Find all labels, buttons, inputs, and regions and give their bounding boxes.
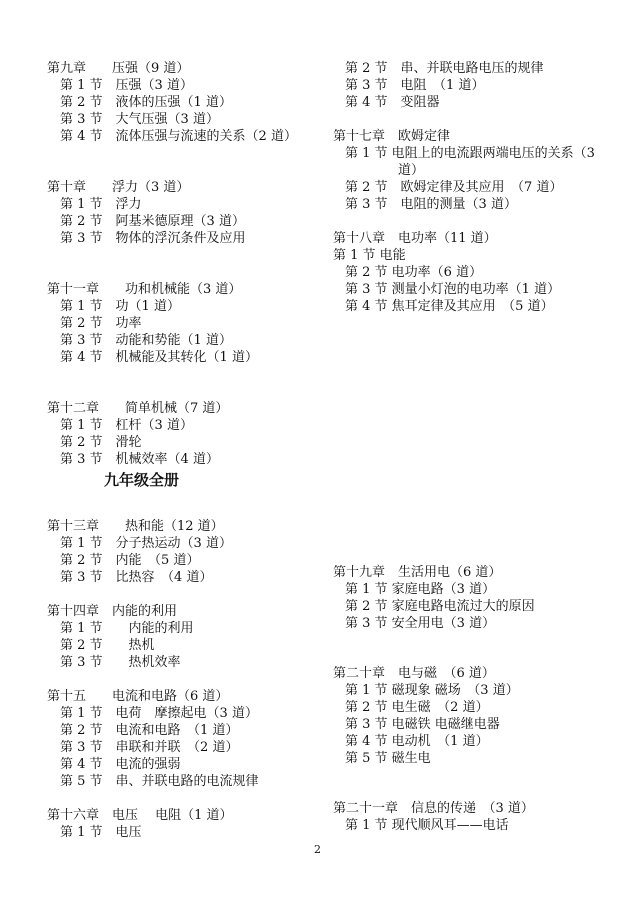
section-item: 第 2 节 家庭电路电流过大的原因 (345, 599, 535, 614)
chapter-heading: 第十七章 欧姆定律 (333, 129, 451, 144)
section-item: 第 3 节 大气压强（3 道） (60, 112, 219, 127)
section-item: 第 1 节 电阻上的电流跟两端电压的关系（3 (345, 146, 595, 161)
grade-section-title: 九年级全册 (104, 471, 180, 489)
section-item: 第 2 节 滑轮 (60, 435, 142, 450)
section-item: 第 4 节 流体压强与流速的关系（2 道） (60, 129, 297, 144)
chapter-heading: 第十一章 功和机械能（3 道） (47, 282, 242, 297)
section-item: 第 2 节 内能 （5 道） (60, 553, 200, 568)
section-item: 第 2 节 液体的压强（1 道） (60, 95, 232, 110)
section-item: 第 4 节 变阻器 (345, 95, 440, 110)
section-item: 第 5 节 串、并联电路的电流规律 (60, 774, 259, 789)
section-item: 第 3 节 动能和势能（1 道） (60, 333, 232, 348)
section-item: 第 1 节 内能的利用 (60, 621, 194, 636)
page-number: 2 (314, 843, 321, 856)
chapter-heading: 第九章 压强（9 道） (47, 61, 190, 76)
section-item: 第 1 节 现代顺风耳——电话 (345, 818, 509, 833)
section-item: 第 3 节 串联和并联 （2 道） (60, 740, 239, 755)
chapter-heading: 第十四章 内能的利用 (47, 604, 178, 619)
chapter-heading: 第十五 电流和电路（6 道） (47, 689, 229, 704)
section-item: 第 3 节 物体的浮沉条件及应用 (60, 231, 246, 246)
section-item: 第 3 节 电阻的测量（3 道） (345, 197, 517, 212)
chapter-heading: 第十九章 生活用电（6 道） (333, 565, 502, 580)
section-item: 第 3 节 比热容 （4 道） (60, 570, 213, 585)
section-item: 第 4 节 电动机 （1 道） (345, 734, 489, 749)
section-item: 第 2 节 电生磁 （2 道） (345, 700, 489, 715)
section-item: 第 4 节 焦耳定律及其应用 （5 道） (345, 299, 554, 314)
section-item: 第 1 节 杠杆（3 道） (60, 418, 193, 433)
section-item: 第 3 节 测量小灯泡的电功率（1 道） (345, 282, 561, 297)
section-item: 第 1 节 电压 (60, 825, 142, 840)
section-item: 第 1 节 压强（3 道） (60, 78, 193, 93)
section-item: 第 2 节 电功率（6 道） (345, 265, 483, 280)
chapter-heading: 第十八章 电功率（11 道） (333, 231, 497, 246)
section-item: 第 1 节 功（1 道） (60, 299, 180, 314)
section-item: 第 3 节 热机效率 (60, 655, 181, 670)
section-item: 第 2 节 阿基米德原理（3 道） (60, 214, 245, 229)
section-item: 第 3 节 电阻 （1 道） (345, 78, 485, 93)
section-item: 第 2 节 电流和电路 （1 道） (60, 723, 239, 738)
section-item: 第 2 节 串、并联电路电压的规律 (345, 61, 544, 76)
section-item: 第 3 节 安全用电（3 道） (345, 616, 496, 631)
chapter-heading: 第十章 浮力（3 道） (47, 180, 190, 195)
chapter-heading: 第十二章 简单机械（7 道） (47, 401, 229, 416)
chapter-heading: 第二十章 电与磁 （6 道） (333, 666, 495, 681)
section-item: 第 2 节 功率 (60, 316, 142, 331)
section-item: 第 1 节 浮力 (60, 197, 142, 212)
chapter-heading: 第十三章 热和能（12 道） (47, 519, 224, 534)
section-item: 第 1 节 电荷 摩擦起电（3 道） (60, 706, 258, 721)
section-item: 第 4 节 机械能及其转化（1 道） (60, 350, 258, 365)
section-item: 第 1 节 磁现象 磁场 （3 道） (345, 683, 519, 698)
section-item: 第 1 节 分子热运动（3 道） (60, 536, 232, 551)
section-item: 第 1 节 电能 (333, 248, 406, 263)
chapter-heading: 第十六章 电压 电阻（1 道） (47, 808, 233, 823)
section-item: 第 1 节 家庭电路（3 道） (345, 582, 496, 597)
section-item: 第 2 节 热机 (60, 638, 155, 653)
section-item-continued: 道） (398, 163, 425, 178)
section-item: 第 5 节 磁生电 (345, 751, 431, 766)
section-item: 第 4 节 电流的强弱 (60, 757, 181, 772)
section-item: 第 3 节 机械效率（4 道） (60, 452, 219, 467)
section-item: 第 3 节 电磁铁 电磁继电器 (345, 717, 500, 732)
section-item: 第 2 节 欧姆定律及其应用 （7 道） (345, 180, 563, 195)
chapter-heading: 第二十一章 信息的传递 （3 道） (333, 801, 534, 816)
